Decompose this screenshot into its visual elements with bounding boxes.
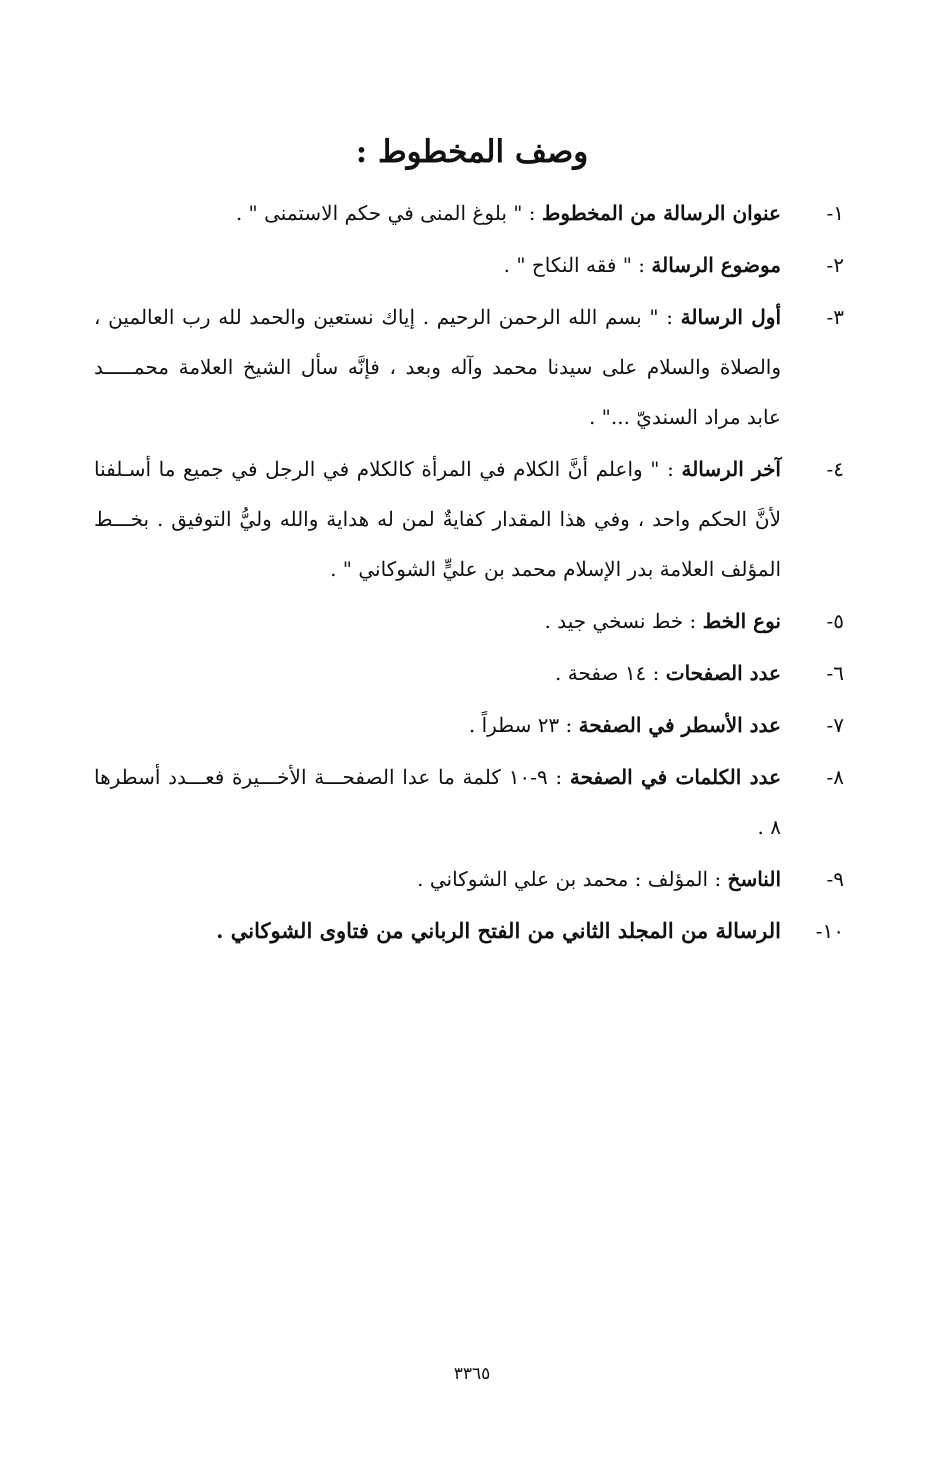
item-body — [94, 854, 781, 904]
item-body — [94, 596, 781, 646]
list-item-6 — [94, 648, 844, 698]
item-body — [94, 188, 781, 238]
list-item-5 — [94, 596, 844, 646]
item-label: عدد الكلمات في الصفحة — [569, 765, 782, 789]
item-text: : ٩-١٠ كلمة ما عدا الصفحـــة الأخـــيرة فعـــدد أسطرها ٨ . — [94, 765, 781, 839]
item-text: : خط نسخي جيد . — [544, 609, 703, 633]
item-number: ٤- — [826, 457, 844, 481]
item-text: : " واعلم أنَّ الكلام في المرأة كالكلام في الرجل في جميع ما أسـلفنا لأنَّ الحكم واحد ، وفي هذا المقدار كفايةٌ لمن له هداية والله وليُّ التوفيق . بخـــط المؤلف العلامة بدر الإسلام محمد بن عليٍّ الشوكاني " . — [94, 457, 781, 581]
item-number: ٦- — [826, 661, 844, 685]
item-text: الرسالة من المجلد الثاني من الفتح الرباني من فتاوى الشوكاني . — [216, 918, 781, 943]
item-body — [94, 700, 781, 750]
item-number: ١٠- — [815, 919, 844, 943]
list-item-3 — [94, 292, 844, 442]
item-body — [94, 292, 781, 442]
item-body — [94, 240, 781, 290]
item-number: ١- — [826, 201, 844, 225]
manuscript-description-list — [94, 188, 844, 958]
item-number: ٨- — [826, 765, 844, 789]
list-item-10 — [94, 906, 844, 956]
item-text: : ١٤ صفحة . — [555, 661, 666, 685]
item-label: موضوع الرسالة — [651, 253, 781, 277]
item-number: ٥- — [826, 609, 844, 633]
item-label: آخر الرسالة — [681, 457, 781, 481]
item-label: عنوان الرسالة من المخطوط — [541, 201, 781, 225]
item-body — [94, 752, 781, 852]
item-text: : " فقه النكاح " . — [503, 253, 652, 277]
item-number: ٣- — [826, 305, 844, 329]
list-item-1 — [94, 188, 844, 238]
item-text: : " بلوغ المنى في حكم الاستمنى " . — [235, 201, 542, 225]
item-text: : ٢٣ سطراً . — [468, 713, 579, 737]
list-item-7 — [94, 700, 844, 750]
page-title: وصف المخطوط : — [355, 134, 589, 170]
item-label: عدد الأسطر في الصفحة — [578, 713, 781, 737]
item-label: الناسخ — [727, 867, 781, 891]
item-label: نوع الخط — [702, 609, 781, 633]
item-number: ٩- — [826, 867, 844, 891]
list-item-2 — [94, 240, 844, 290]
list-item-9 — [94, 854, 844, 904]
list-item-8 — [94, 752, 844, 852]
item-number: ٧- — [826, 713, 844, 737]
item-number: ٢- — [826, 253, 844, 277]
item-label: أول الرسالة — [680, 305, 781, 329]
list-item-4 — [94, 444, 844, 594]
item-text: : " بسم الله الرحمن الرحيم . إياك نستعين والحمد لله رب العالمين ، والصلاة والسلام على سيدنا محمد وآله وبعد ، فإنَّه سأل الشيخ العلامة محمـــــد عابد مراد السنديّ ..." . — [94, 305, 781, 429]
item-text: : المؤلف : محمد بن علي الشوكاني . — [417, 867, 728, 891]
item-body — [94, 444, 781, 594]
page-number: ٣٣٦٥ — [453, 1364, 491, 1384]
item-body — [94, 648, 781, 698]
item-label: عدد الصفحات — [665, 661, 781, 685]
item-body — [94, 906, 781, 956]
